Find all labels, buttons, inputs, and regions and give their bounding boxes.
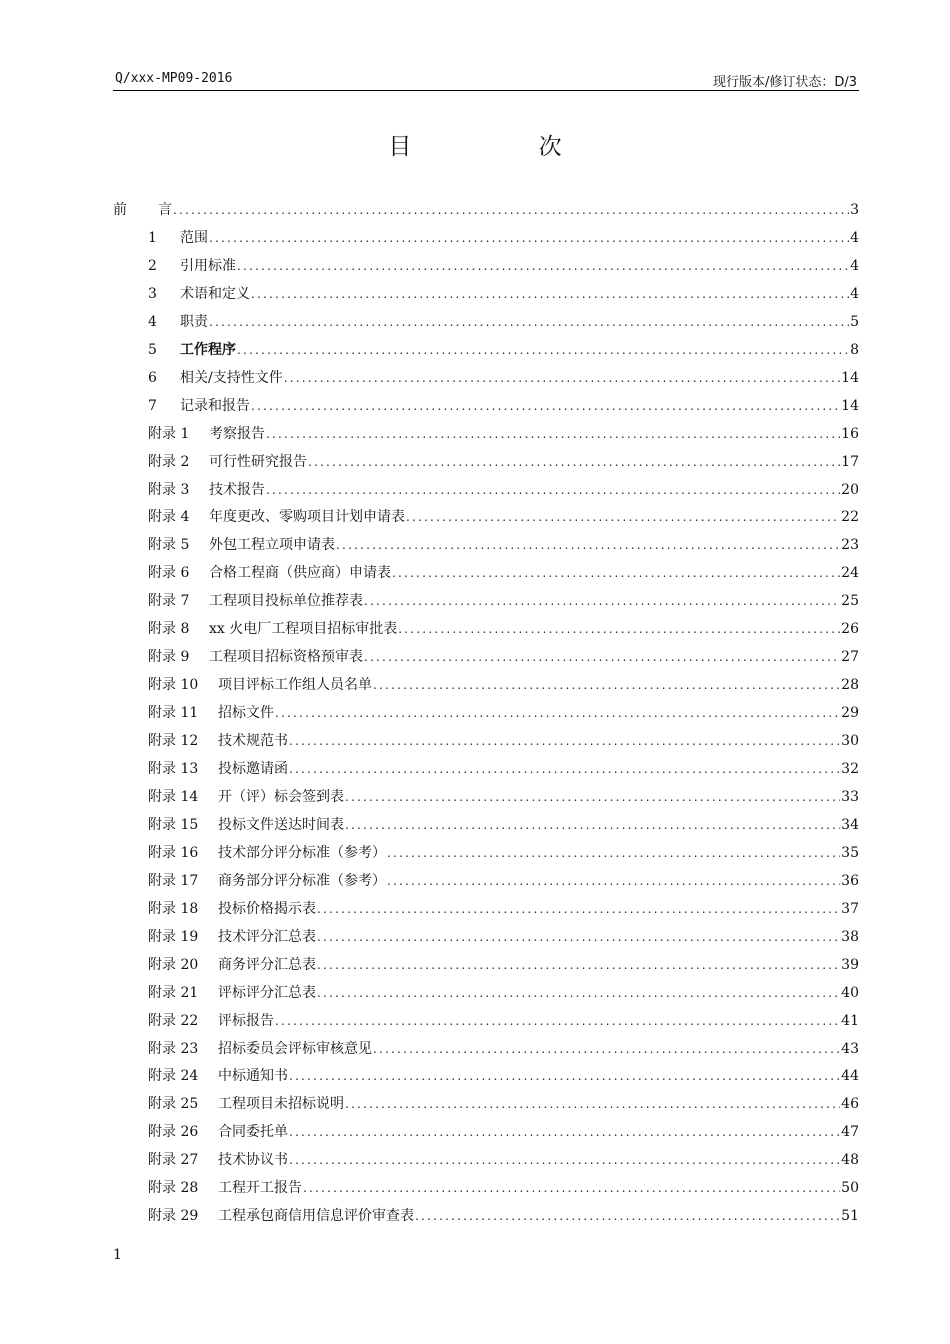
toc-entry-page: 39 (841, 956, 859, 973)
toc-dot-leader (345, 790, 840, 804)
toc-entry[interactable] (148, 982, 859, 1002)
toc-entry[interactable] (113, 199, 859, 219)
toc-entry-number: 附录 29 (148, 1208, 199, 1225)
toc-entry-page: 36 (841, 872, 859, 889)
toc-dot-leader (289, 762, 840, 776)
toc-dot-leader (406, 510, 840, 524)
toc-entry-label: 年度更改、零购项目计划申请表 (209, 509, 405, 526)
toc-entry[interactable] (148, 367, 859, 387)
toc-entry-number: 附录 27 (148, 1152, 199, 1169)
toc-entry-page: 40 (841, 984, 859, 1001)
toc-entry[interactable] (148, 842, 859, 862)
toc-entry-label: 合同委托单 (218, 1124, 288, 1141)
toc-dot-leader (317, 930, 840, 944)
toc-entry-number: 前 (113, 202, 127, 218)
toc-entry-label: 工程项目未招标说明 (218, 1096, 344, 1113)
toc-entry[interactable] (148, 283, 859, 303)
toc-entry-page: 29 (841, 705, 859, 722)
toc-entry-label: 中标通知书 (218, 1068, 288, 1085)
toc-entry-label: 项目评标工作组人员名单 (218, 677, 372, 694)
toc-dot-leader (398, 622, 840, 636)
toc-entry-label: 言 (158, 202, 172, 218)
toc-entry-number: 附录 8 (148, 621, 190, 638)
toc-entry-page: 4 (850, 285, 859, 302)
toc-entry[interactable] (148, 255, 859, 275)
toc-dot-leader (308, 455, 840, 469)
toc-entry-label: 工程承包商信用信息评价审查表 (218, 1208, 414, 1225)
toc-entry-page: 27 (841, 649, 859, 666)
toc-entry[interactable] (148, 1121, 859, 1141)
toc-entry-label: 评标报告 (218, 1012, 274, 1029)
toc-entry-page: 25 (841, 593, 859, 610)
toc-entry-number: 附录 23 (148, 1040, 199, 1057)
toc-entry-page: 26 (841, 621, 859, 638)
toc-entry-label: 工程项目招标资格预审表 (209, 649, 363, 666)
toc-entry-number: 附录 6 (148, 565, 190, 582)
toc-entry[interactable] (148, 1149, 859, 1169)
toc-entry-number: 1 (148, 229, 157, 246)
toc-entry[interactable] (148, 590, 859, 610)
toc-entry-page: 4 (850, 229, 859, 246)
toc-entry[interactable] (148, 479, 859, 499)
toc-entry-number: 附录 12 (148, 733, 199, 750)
toc-dot-leader (373, 678, 840, 692)
page-number: 1 (113, 1247, 122, 1263)
toc-dot-leader (336, 538, 840, 552)
toc-entry-page: 14 (841, 397, 859, 414)
toc-entry-page: 41 (841, 1012, 859, 1029)
toc-entry-page: 33 (841, 788, 859, 805)
toc-dot-leader (392, 566, 840, 580)
toc-entry[interactable] (148, 870, 859, 890)
toc-dot-leader (373, 1042, 840, 1056)
toc-entry[interactable] (148, 562, 859, 582)
toc-entry-page: 47 (841, 1124, 859, 1141)
toc-entry-label: 相关/支持性文件 (180, 369, 283, 386)
toc-entry[interactable] (148, 618, 859, 638)
toc-entry-number: 附录 4 (148, 509, 190, 526)
toc-entry-label: 外包工程立项申请表 (209, 537, 335, 554)
toc-entry-label: 术语和定义 (180, 285, 250, 302)
toc-entry-page: 50 (841, 1180, 859, 1197)
toc-entry-label: 技术评分汇总表 (218, 928, 316, 945)
toc-entry-label: 可行性研究报告 (209, 453, 307, 470)
toc-entry[interactable] (148, 646, 859, 666)
toc-entry-label: 商务部分评分标准（参考） (218, 872, 386, 889)
document-code: Q/xxx-MP09-2016 (115, 71, 233, 86)
toc-entry-label: xx 火电厂工程项目招标审批表 (209, 621, 398, 638)
toc-dot-leader (317, 902, 840, 916)
toc-entry-label: 开（评）标会签到表 (218, 788, 344, 805)
toc-dot-leader (173, 203, 849, 217)
toc-entry[interactable] (148, 506, 859, 526)
toc-entry-page: 20 (841, 481, 859, 498)
toc-entry-page: 46 (841, 1096, 859, 1113)
toc-entry-number: 附录 20 (148, 956, 199, 973)
page-header (113, 70, 859, 91)
toc-entry-label: 引用标准 (180, 257, 236, 274)
toc-entry-number: 附录 10 (148, 677, 199, 694)
toc-entry-label: 考察报告 (209, 425, 265, 442)
toc-entry-number: 附录 28 (148, 1180, 199, 1197)
toc-entry-label: 工程开工报告 (218, 1180, 302, 1197)
toc-dot-leader (317, 986, 840, 1000)
toc-entry[interactable] (148, 451, 859, 471)
toc-entry-number: 附录 17 (148, 872, 199, 889)
toc-entry-number: 附录 5 (148, 537, 190, 554)
toc-entry-page: 5 (850, 313, 859, 330)
toc-entry-number: 附录 11 (148, 705, 199, 722)
toc-entry-number: 2 (148, 257, 157, 274)
toc-entry-number: 附录 14 (148, 788, 199, 805)
toc-entry-number: 附录 9 (148, 649, 190, 666)
toc-entry[interactable] (148, 1093, 859, 1113)
toc-entry-label: 招标文件 (218, 705, 274, 722)
toc-entry[interactable] (148, 1010, 859, 1030)
toc-entry[interactable] (148, 814, 859, 834)
toc-entry-number: 4 (148, 313, 157, 330)
toc-dot-leader (289, 1125, 840, 1139)
toc-entry-number: 6 (148, 369, 157, 386)
toc-dot-leader (266, 483, 840, 497)
toc-dot-leader (266, 427, 840, 441)
toc-dot-leader (209, 231, 849, 245)
toc-dot-leader (237, 259, 849, 273)
toc-dot-leader (345, 818, 840, 832)
toc-dot-leader (284, 371, 840, 385)
toc-entry-label: 评标评分汇总表 (218, 984, 316, 1001)
toc-dot-leader (275, 1014, 840, 1028)
toc-entry[interactable] (148, 954, 859, 974)
toc-dot-leader (275, 706, 840, 720)
version-status: 现行版本/修订状态：D/3 (712, 75, 857, 90)
toc-dot-leader (237, 343, 849, 357)
toc-entry-page: 22 (841, 509, 859, 526)
toc-entry[interactable] (148, 395, 859, 415)
page-title: 目 次 (388, 134, 622, 160)
toc-entry-page: 17 (841, 453, 859, 470)
toc-entry-page: 30 (841, 733, 859, 750)
toc-entry[interactable] (148, 1177, 859, 1197)
toc-entry-label: 工作程序 (180, 341, 236, 358)
toc-entry[interactable] (148, 1205, 859, 1225)
toc-entry-page: 34 (841, 816, 859, 833)
toc-dot-leader (251, 399, 840, 413)
toc-entry-number: 附录 7 (148, 593, 190, 610)
toc-entry-number: 附录 22 (148, 1012, 199, 1029)
toc-entry[interactable] (148, 534, 859, 554)
toc-entry-page: 28 (841, 677, 859, 694)
toc-entry[interactable] (148, 311, 859, 331)
toc-entry-label: 投标邀请函 (218, 761, 288, 777)
toc-entry-number: 附录 26 (148, 1124, 199, 1141)
toc-entry[interactable] (148, 758, 859, 778)
toc-entry[interactable] (148, 898, 859, 918)
toc-entry-number: 7 (148, 397, 157, 414)
toc-entry[interactable] (148, 1065, 859, 1085)
toc-entry-number: 附录 16 (148, 844, 199, 861)
toc-entry-label: 范围 (180, 229, 208, 246)
toc-entry-number: 3 (148, 285, 157, 302)
toc-entry-number: 附录 25 (148, 1096, 199, 1113)
toc-entry-page: 35 (841, 844, 859, 861)
toc-entry-page: 43 (841, 1040, 859, 1057)
toc-entry-label: 技术协议书 (218, 1152, 288, 1169)
toc-entry-page: 48 (841, 1152, 859, 1169)
toc-entry-page: 4 (850, 257, 859, 274)
toc-entry-page: 8 (850, 341, 859, 358)
toc-dot-leader (387, 874, 840, 888)
toc-dot-leader (289, 1069, 840, 1083)
toc-entry[interactable] (148, 702, 859, 722)
toc-entry[interactable] (148, 423, 859, 443)
toc-dot-leader (289, 1153, 840, 1167)
toc-dot-leader (364, 650, 840, 664)
toc-dot-leader (209, 315, 849, 329)
toc-entry-number: 附录 15 (148, 816, 199, 833)
toc-entry-page: 37 (841, 900, 859, 917)
toc-entry[interactable] (148, 674, 859, 694)
toc-entry-number: 附录 24 (148, 1068, 199, 1085)
toc-entry-page: 23 (841, 537, 859, 554)
toc-entry-page: 16 (841, 425, 859, 442)
toc-entry-number: 附录 21 (148, 984, 199, 1001)
toc-entry[interactable] (148, 1038, 859, 1058)
toc-dot-leader (345, 1097, 840, 1111)
toc-entry[interactable] (148, 227, 859, 247)
toc-entry-label: 技术部分评分标准（参考） (218, 844, 386, 861)
toc-entry-label: 招标委员会评标审核意见 (218, 1040, 372, 1057)
toc-dot-leader (364, 594, 840, 608)
toc-entry[interactable] (148, 926, 859, 946)
toc-dot-leader (303, 1181, 840, 1195)
toc-entry-number: 5 (148, 341, 157, 358)
toc-entry-number: 附录 2 (148, 453, 190, 470)
toc-entry-label: 投标价格揭示表 (218, 900, 316, 917)
toc-entry-label: 商务评分汇总表 (218, 956, 316, 973)
toc-entry-page: 24 (841, 565, 859, 582)
toc-entry-page: 38 (841, 928, 859, 945)
toc-entry-label: 投标文件送达时间表 (218, 816, 344, 833)
toc-dot-leader (415, 1209, 840, 1223)
toc-entry-label: 技术报告 (209, 481, 265, 498)
toc-dot-leader (317, 958, 840, 972)
toc-entry-page: 44 (841, 1068, 859, 1085)
toc-entry-page: 51 (841, 1208, 859, 1225)
toc-entry-label: 职责 (180, 313, 208, 330)
toc-dot-leader (251, 287, 849, 301)
toc-entry-label: 记录和报告 (180, 397, 250, 414)
toc-entry-label: 工程项目投标单位推荐表 (209, 593, 363, 610)
toc-entry-page: 3 (850, 202, 859, 218)
toc-dot-leader (387, 846, 840, 860)
toc-entry-number: 附录 3 (148, 481, 190, 498)
toc-entry[interactable] (148, 786, 859, 806)
toc-entry-number: 附录 1 (148, 425, 190, 442)
toc-entry-page: 32 (841, 761, 859, 777)
toc-entry-number: 附录 18 (148, 900, 199, 917)
toc-entry[interactable] (148, 730, 859, 750)
toc-entry-number: 附录 13 (148, 761, 199, 777)
toc-entry-number: 附录 19 (148, 928, 199, 945)
toc-dot-leader (289, 734, 840, 748)
toc-entry[interactable] (148, 339, 859, 359)
toc-entry-page: 14 (841, 369, 859, 386)
toc-entry-label: 合格工程商（供应商）申请表 (209, 565, 391, 582)
toc-entry-label: 技术规范书 (218, 733, 288, 750)
